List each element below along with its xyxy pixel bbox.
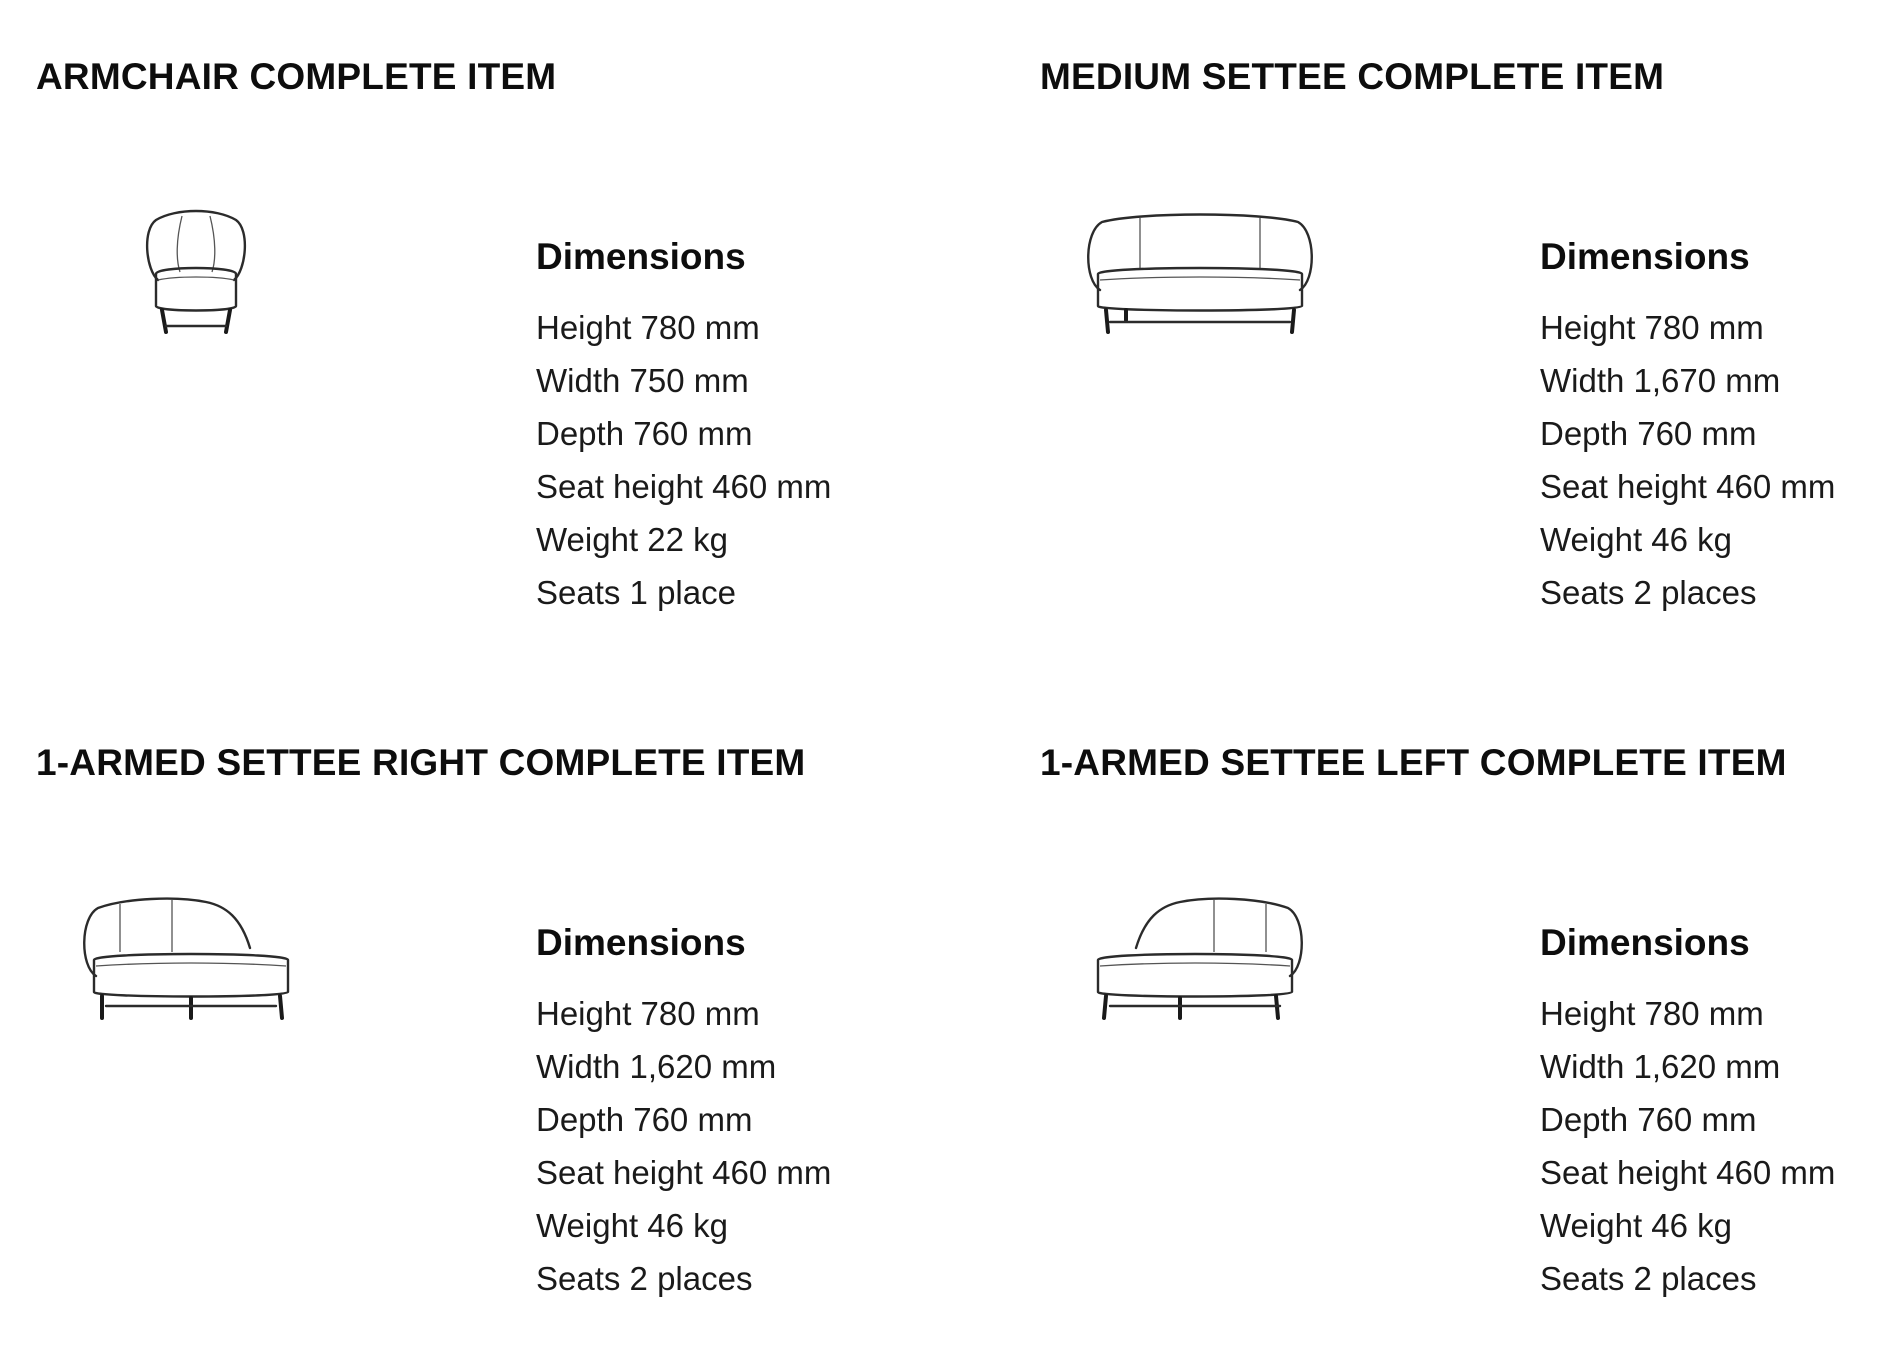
product-title: MEDIUM SETTEE COMPLETE ITEM xyxy=(1040,56,1665,97)
spec-weight: Weight 46 kg xyxy=(1540,521,1733,558)
armed-settee-right-icon xyxy=(76,896,306,1026)
spec-weight: Weight 46 kg xyxy=(1540,1207,1733,1244)
product-title: 1-ARMED SETTEE LEFT COMPLETE ITEM xyxy=(1040,742,1787,783)
spec-weight: Weight 22 kg xyxy=(536,521,729,558)
spec-seats: Seats 2 places xyxy=(536,1260,753,1297)
spec-width: Width 1,620 mm xyxy=(536,1048,777,1085)
spec-seat-height: Seat height 460 mm xyxy=(1540,1154,1836,1191)
dimensions-block xyxy=(536,238,831,619)
spec-seat-height: Seat height 460 mm xyxy=(1540,468,1836,505)
spec-depth: Depth 760 mm xyxy=(536,1101,753,1138)
medium-settee-icon xyxy=(1080,210,1320,340)
spec-height: Height 780 mm xyxy=(1540,995,1764,1032)
dimensions-block xyxy=(1540,238,1835,619)
spec-seats: Seats 1 place xyxy=(536,574,736,611)
spec-seat-height: Seat height 460 mm xyxy=(536,1154,832,1191)
dimensions-block xyxy=(1540,924,1835,1305)
dimensions-heading: Dimensions xyxy=(1540,922,1750,963)
product-title: 1-ARMED SETTEE RIGHT COMPLETE ITEM xyxy=(36,742,806,783)
specs-list xyxy=(1540,987,1835,1305)
spec-seats: Seats 2 places xyxy=(1540,1260,1757,1297)
dimensions-heading: Dimensions xyxy=(536,922,746,963)
spec-height: Height 780 mm xyxy=(536,309,760,346)
armchair-icon xyxy=(136,210,256,340)
spec-depth: Depth 760 mm xyxy=(1540,1101,1757,1138)
spec-seats: Seats 2 places xyxy=(1540,574,1757,611)
spec-width: Width 1,620 mm xyxy=(1540,1048,1781,1085)
specs-list xyxy=(1540,301,1835,619)
product-title: ARMCHAIR COMPLETE ITEM xyxy=(36,56,557,97)
specs-list xyxy=(536,987,831,1305)
spec-weight: Weight 46 kg xyxy=(536,1207,729,1244)
dimensions-heading: Dimensions xyxy=(1540,236,1750,277)
product-card-armed-settee-left xyxy=(1040,686,1888,1306)
spec-seat-height: Seat height 460 mm xyxy=(536,468,832,505)
spec-height: Height 780 mm xyxy=(1540,309,1764,346)
spec-height: Height 780 mm xyxy=(536,995,760,1032)
spec-width: Width 1,670 mm xyxy=(1540,362,1781,399)
specs-list xyxy=(536,301,831,619)
armed-settee-left-icon xyxy=(1080,896,1310,1026)
spec-depth: Depth 760 mm xyxy=(536,415,753,452)
spec-width: Width 750 mm xyxy=(536,362,749,399)
product-card-armed-settee-right xyxy=(36,686,1036,1306)
dimensions-block xyxy=(536,924,831,1305)
spec-depth: Depth 760 mm xyxy=(1540,415,1757,452)
product-card-medium-settee xyxy=(1040,0,1888,620)
dimensions-heading: Dimensions xyxy=(536,236,746,277)
product-card-armchair xyxy=(36,0,1036,620)
